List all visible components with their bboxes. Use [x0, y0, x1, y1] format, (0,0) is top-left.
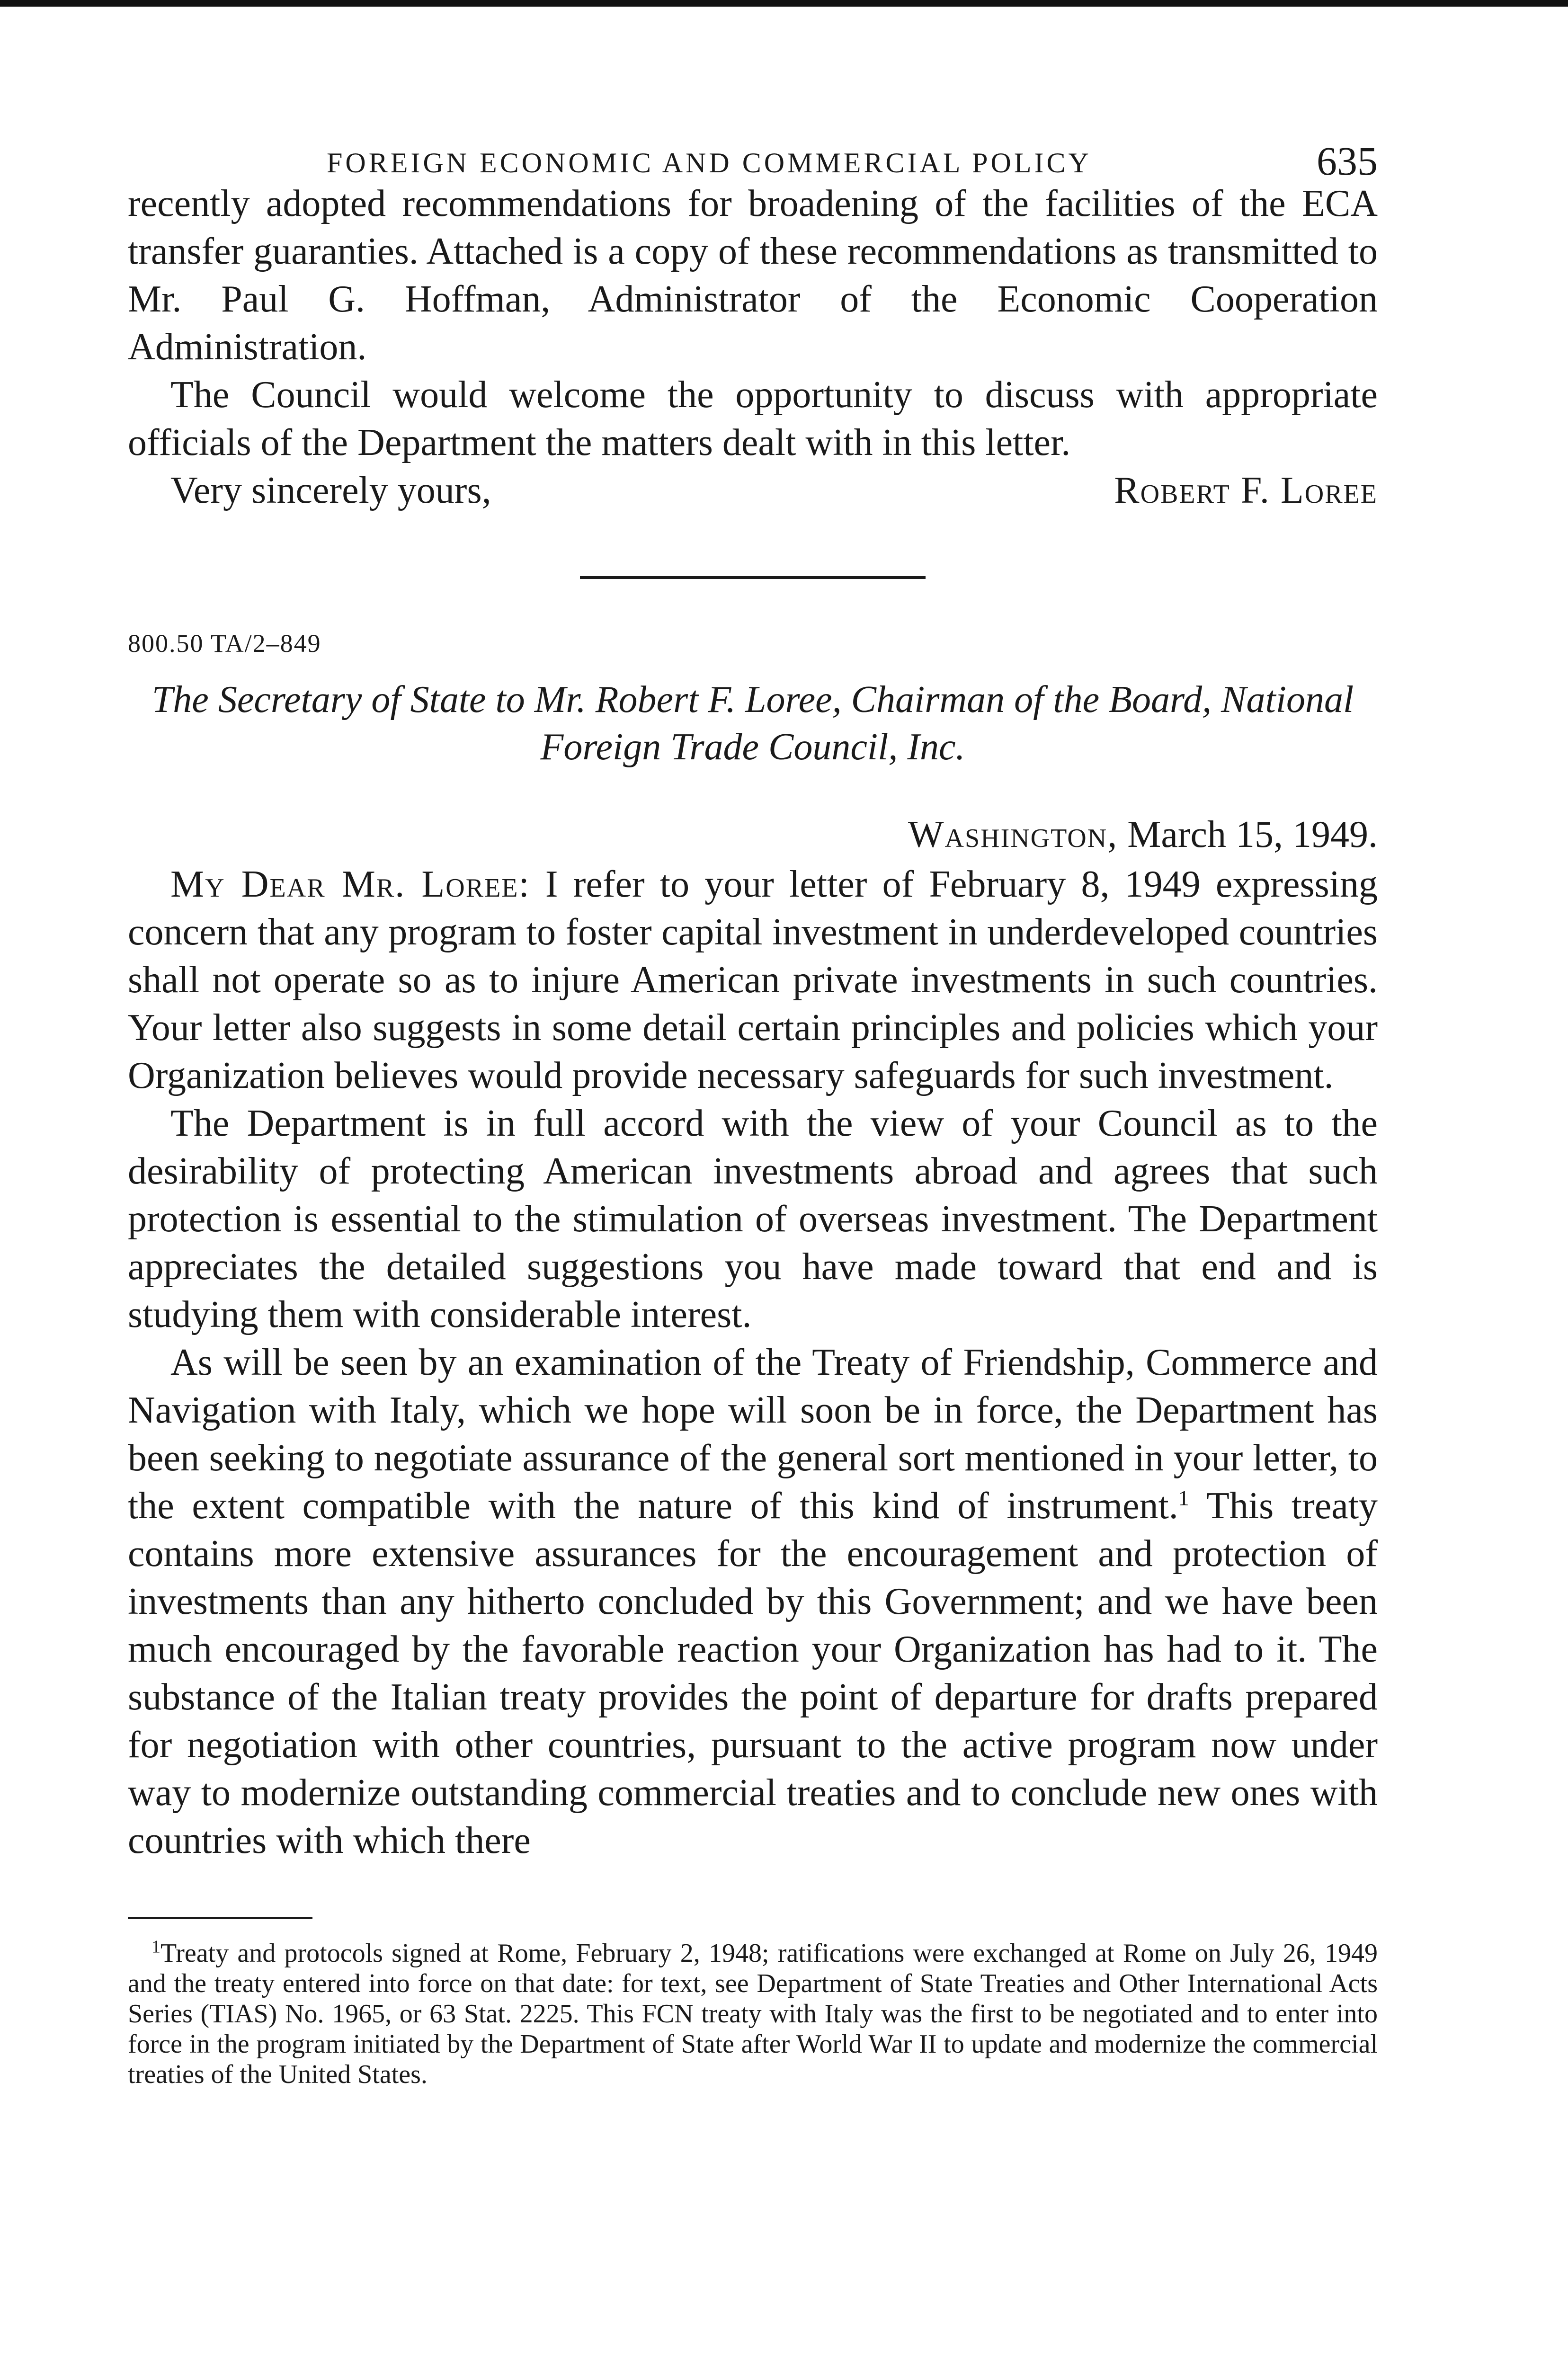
previous-letter-closing [128, 467, 1378, 515]
footnote-text: Treaty and protocols signed at Rome, February 2, 1948; ratifications were exchanged at Rome on July 26, 1949 and the treaty entered into force on that date: for text, see Department of State Treaties and Other International Acts Series (TIAS) No. 1965, or 63 Stat. 2225. This FCN treaty with Italy was the first to be negotiated and to enter into force in the program initiated by the Department of State after World War II to update and modernize the commercial treaties of the United States. [128, 1939, 1378, 2089]
footnote-rule [128, 1917, 312, 1919]
salutation: My Dear Mr. Loree: [170, 863, 530, 905]
letter-paragraph-3-text-b: This treaty contains more extensive assurances for the encouragement and protection of investments than any hitherto concluded by this Government; and we have been much encouraged by the favorable reaction your Organization has had to it. The substance of the Italian treaty provides the point of departure for drafts prepared for negotiation with other countries, pursuant to the active program now under way to modernize outstanding commercial treaties and to conclude new ones with countries with which there [128, 1485, 1378, 1861]
previous-letter-continuation: recently adopted recommendations for broadening of the facilities of the ECA transfer guaranties. Attached is a copy of these recommendations as transmitted to Mr. Paul G. Hoffman, Administrator of the Economic Cooperation Administration. [128, 183, 1378, 368]
footnote-reference[interactable]: 1 [1178, 1486, 1189, 1510]
running-head [128, 128, 1378, 184]
section-divider [580, 576, 926, 579]
page-number: 635 [1317, 138, 1378, 184]
letter-paragraph-3-text-a: As will be seen by an examination of the Treaty of Friendship, Commerce and Navigation with Italy, which we hope will soon be in force, the Department has been seeking to negotiate assurance of the general sort mentioned in your letter, to the extent compatible with the nature of this kind of instrument. [128, 1342, 1378, 1527]
letter-paragraph-1 [128, 861, 1378, 1100]
complimentary-close: Very sincerely yours, [170, 470, 491, 511]
scan-top-border [0, 0, 1568, 7]
dateline-date: March 15, 1949. [1127, 814, 1378, 855]
signature: Robert F. Loree [1114, 470, 1378, 511]
letter-paragraph-1-text: I refer to your letter of February 8, 1949 expressing concern that any program to foster capital investment in underdeveloped countries shall not operate so as to injure American private investments in such countries. Your letter also suggests in some detail certain principles and policies which your Organization believes would provide necessary safeguards for such investment. [128, 863, 1378, 1096]
document-heading: The Secretary of State to Mr. Robert F. Loree, Chairman of the Board, National Foreign Trade Council, Inc. [151, 679, 1354, 768]
footnote [128, 1938, 1378, 2090]
dateline [128, 809, 1378, 861]
letter-paragraph-3 [128, 1339, 1378, 1865]
running-title: FOREIGN ECONOMIC AND COMMERCIAL POLICY [327, 147, 1092, 178]
dateline-place: Washington, [908, 814, 1118, 855]
previous-letter-paragraph: The Council would welcome the opportunity to discuss with appropriate officials of the Department the matters dealt with in this letter. [128, 374, 1378, 463]
footnote-number: 1 [151, 1937, 160, 1957]
document-page [128, 128, 1378, 2090]
letter-paragraph-2: The Department is in full accord with the view of your Council as to the desirability of protecting American investments abroad and agrees that such protection is essential to the stimulation of overseas investment. The Department appreciates the detailed suggestions you have made toward that end and is studying them with considerable interest. [128, 1103, 1378, 1335]
file-reference: 800.50 TA/2–849 [128, 629, 321, 658]
